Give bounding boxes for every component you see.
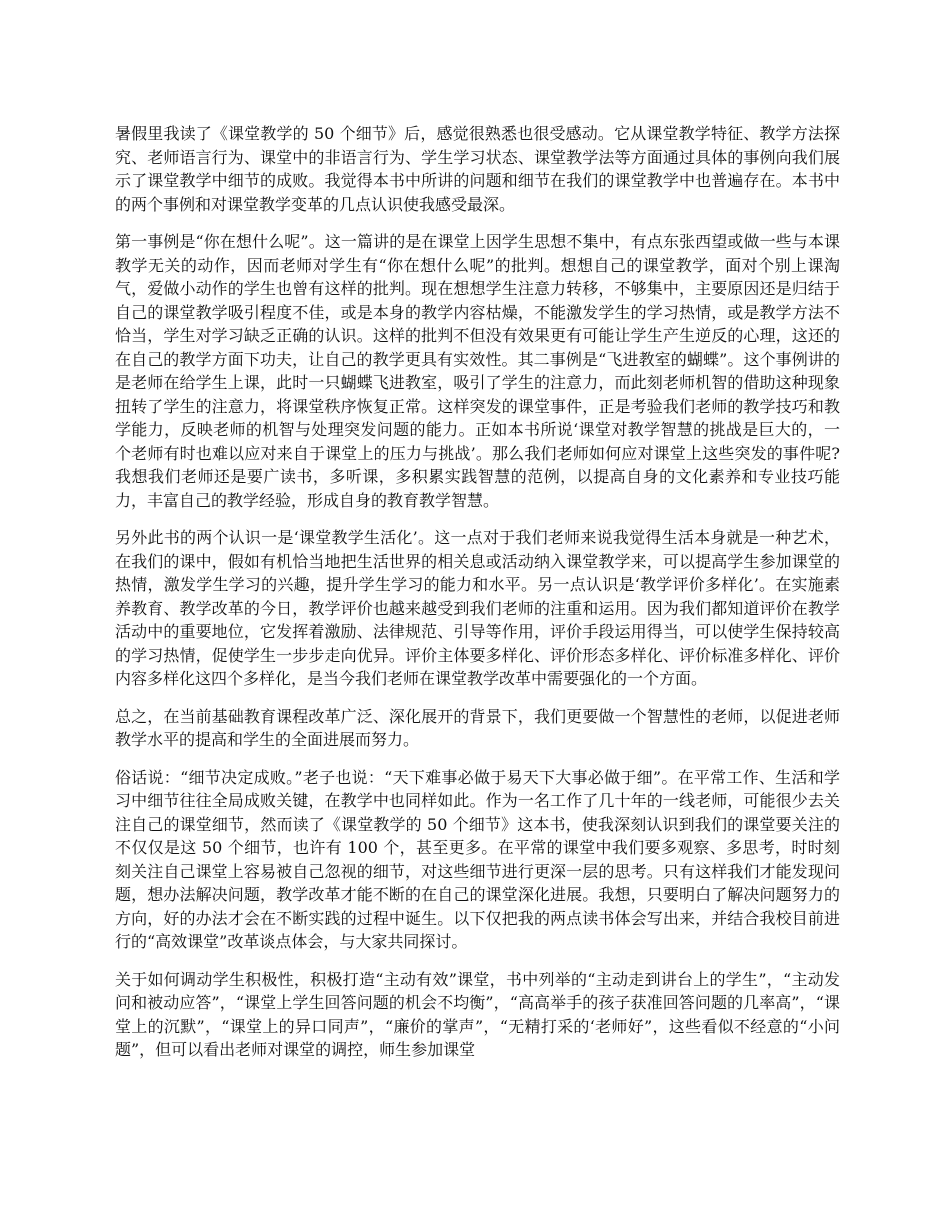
- paragraph-student-engagement: 关于如何调动学生积极性，积极打造“主动有效”课堂，书中列举的“主动走到讲台上的学生”，“主动发问和被动应答”，“课堂上学生回答问题的机会不均衡”，“高高举手的孩子获准回答问题的几率高”，“课堂上的沉默”，“课堂上的异口同声”，“廉价的掌声”，“无精打采的‘老师好”，这些看似不经意的“小问题”，但可以看出老师对课堂的调控，师生参加课堂: [115, 969, 840, 1059]
- document-body: [115, 122, 840, 1076]
- paragraph-intro: 暑假里我读了《课堂教学的 50 个细节》后，感觉很熟悉也很受感动。它从课堂教学特征、教学方法探究、老师语言行为、课堂中的非语言行为、学生学习状态、课堂教学法等方面通过具体的事例向我们展示了课堂教学中细节的成败。我觉得本书中所讲的问题和细节在我们的课堂教学中也普遍存在。本书中的两个事例和对课堂教学变革的几点认识使我感受最深。: [115, 124, 840, 214]
- paragraph-two-insights: 另外此书的两个认识一是‘课堂教学生活化’。这一点对于我们老师来说我觉得生活本身就是一种艺术，在我们的课中，假如有机恰当地把生活世界的相关息或活动纳入课堂教学来，可以提高学生参加课堂的热情，激发学生学习的兴趣，提升学生学习的能力和水平。另一点认识是‘教学评价多样化’。在实施素养教育、教学改革的今日，教学评价也越来越受到我们老师的注重和运用。因为我们都知道评价在教学活动中的重要地位，它发挥着激励、法律规范、引导等作用，评价手段运用得当，可以使学生保持较高的学习热情，促使学生一步步走向优异。评价主体要多样化、评价形态多样化、评价标准多样化、评价内容多样化这四个多样化，是当今我们老师在课堂教学改革中需要强化的一个方面。: [115, 528, 840, 688]
- paragraph-details-matter: 俗话说：“细节决定成败。”老子也说：“天下难事必做于易天下大事必做于细”。在平常工作、生活和学习中细节往往全局成败关键，在教学中也同样如此。作为一名工作了几十年的一线老师，可能很少去关注自己的课堂细节，然而读了《课堂教学的 50 个细节》这本书，使我深刻认识到我们的课堂要关注的不仅仅是这 50 个细节，也许有 100 个，甚至更多。在平常的课堂中我们要多观察、多思考，时时刻刻关注自己课堂上容易被自己忽视的细节，对这些细节进行更深一层的思考。只有这样我们才能发现问题，想办法解决问题，教学改革才能不断的在自己的课堂深化进展。我想，只要明白了解决问题努力的方向，好的办法才会在不断实践的过程中诞生。以下仅把我的两点读书体会写出来，并结合我校目前进行的“高效课堂”改革谈点体会，与大家共同探讨。: [115, 767, 840, 951]
- paragraph-conclusion: 总之，在当前基础教育课程改革广泛、深化展开的背景下，我们更要做一个智慧性的老师，以促进老师教学水平的提高和学生的全面进展而努力。: [115, 706, 840, 749]
- paragraph-first-example: 第一事例是“你在想什么呢”。这一篇讲的是在课堂上因学生思想不集中，有点东张西望或做一些与本课教学无关的动作，因而老师对学生有“你在想什么呢”的批判。想想自己的课堂教学，面对个别上课淘气，爱做小动作的学生也曾有这样的批判。现在想想学生注意力转移，不够集中，主要原因还是归结于自己的课堂教学吸引程度不佳，或是本身的教学内容枯燥，不能激发学生的学习热情，或是教学方法不恰当，学生对学习缺乏正确的认识。这样的批判不但没有效果更有可能让学生产生逆反的心理，这还的在自己的教学方面下功夫，让自己的教学更具有实效性。其二事例是“飞进教室的蝴蝶”。这个事例讲的是老师在给学生上课，此时一只蝴蝶飞进教室，吸引了学生的注意力，而此刻老师机智的借助这种现象扭转了学生的注意力，将课堂秩序恢复正常。这样突发的课堂事件，正是考验我们老师的教学技巧和教学能力，反映老师的机智与处理突发问题的能力。正如本书所说‘课堂对教学智慧的挑战是巨大的，一个老师有时也难以应对来自于课堂上的压力与挑战’。那么我们老师如何应对课堂上这些突发的事件呢?我想我们老师还是要广读书，多听课，多积累实践智慧的范例，以提高自身的文化素养和专业技巧能力，丰富自己的教学经验，形成自身的教育教学智慧。: [115, 232, 840, 510]
